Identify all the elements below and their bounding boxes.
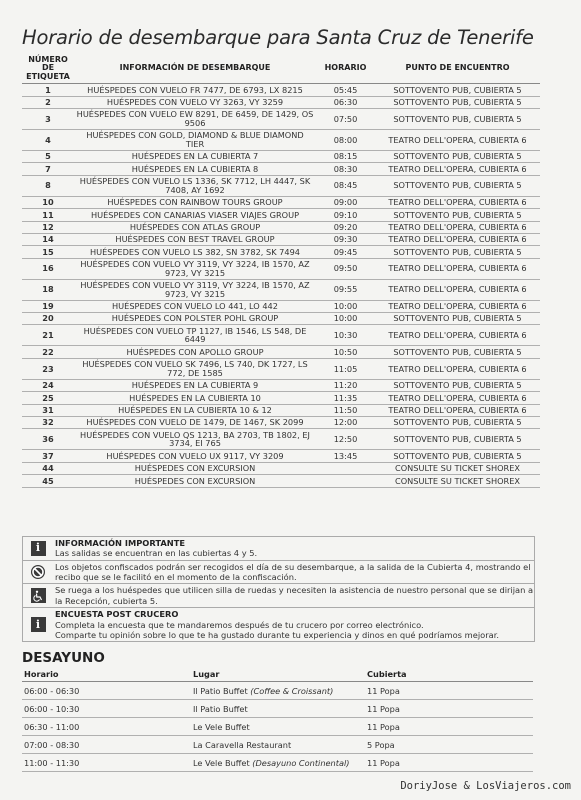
tag-number-cell: 19 bbox=[22, 300, 74, 312]
table-row bbox=[22, 221, 540, 233]
breakfast-place: La Caravella Restaurant bbox=[193, 739, 292, 750]
disembark-info-cell: HUÉSPEDES CON VUELO LO 441, LO 442 bbox=[74, 300, 316, 312]
disembark-info-cell: HUÉSPEDES CON EXCURSION bbox=[74, 462, 316, 474]
table-row bbox=[22, 279, 540, 300]
disembark-info-cell: HUÉSPEDES CON VUELO EW 8291, DE 6459, DE 1429, OS 9506 bbox=[74, 108, 316, 129]
notice-row bbox=[23, 584, 534, 608]
meeting-point-cell: SOTTOVENTO PUB, CUBIERTA 5 bbox=[375, 313, 540, 325]
table-row bbox=[22, 313, 540, 325]
breakfast-row bbox=[22, 736, 533, 754]
time-cell: 05:45 bbox=[316, 84, 375, 96]
table-row bbox=[22, 404, 540, 416]
meeting-point-cell: CONSULTE SU TICKET SHOREX bbox=[375, 462, 540, 474]
tag-number-cell: 37 bbox=[22, 450, 74, 462]
meeting-point-cell: TEATRO DELL'OPERA, CUBIERTA 6 bbox=[375, 196, 540, 208]
tag-number-cell: 12 bbox=[22, 221, 74, 233]
table-row bbox=[22, 462, 540, 474]
time-cell: 10:30 bbox=[316, 325, 375, 346]
notice-text-block bbox=[55, 609, 499, 640]
notice-text: Los objetos confiscados podrán ser recogidos el día de su desembarque, a la salida de la Cubierta 4, mostrando el recibo que se le facilitó en el momento de la confiscación. bbox=[55, 561, 531, 583]
meeting-point-cell: CONSULTE SU TICKET SHOREX bbox=[375, 475, 540, 487]
table-row bbox=[22, 450, 540, 462]
disembark-info-cell: HUÉSPEDES EN LA CUBIERTA 10 bbox=[74, 392, 316, 404]
breakfast-deck-cell: 5 Popa bbox=[365, 736, 533, 754]
time-cell: 10:50 bbox=[316, 346, 375, 358]
disembark-info-cell: HUÉSPEDES CON ATLAS GROUP bbox=[74, 221, 316, 233]
breakfast-time-cell: 06:00 - 06:30 bbox=[22, 682, 191, 700]
meeting-point-cell: TEATRO DELL'OPERA, CUBIERTA 6 bbox=[375, 300, 540, 312]
breakfast-col-time: Horario bbox=[22, 667, 191, 682]
disembark-info-cell: HUÉSPEDES CON CANARIAS VIASER VIAJES GROUP bbox=[74, 209, 316, 221]
tag-number-cell: 45 bbox=[22, 475, 74, 487]
breakfast-title: DESAYUNO bbox=[22, 650, 105, 666]
breakfast-time-cell: 11:00 - 11:30 bbox=[22, 754, 191, 772]
table-row bbox=[22, 96, 540, 108]
table-row bbox=[22, 163, 540, 175]
meeting-point-cell: SOTTOVENTO PUB, CUBIERTA 5 bbox=[375, 175, 540, 196]
breakfast-time-cell: 06:00 - 10:30 bbox=[22, 700, 191, 718]
col-header-meeting-point: PUNTO DE ENCUENTRO bbox=[375, 55, 540, 84]
table-row bbox=[22, 108, 540, 129]
breakfast-deck-cell: 11 Popa bbox=[365, 754, 533, 772]
time-cell: 11:20 bbox=[316, 379, 375, 391]
breakfast-col-place: Lugar bbox=[191, 667, 365, 682]
disembark-info-cell: HUÉSPEDES CON VUELO TP 1127, IB 1546, LS 548, DE 6449 bbox=[74, 325, 316, 346]
notices-box bbox=[22, 536, 535, 642]
time-cell: 07:50 bbox=[316, 108, 375, 129]
meeting-point-cell: TEATRO DELL'OPERA, CUBIERTA 6 bbox=[375, 233, 540, 245]
table-row bbox=[22, 209, 540, 221]
time-cell: 13:45 bbox=[316, 450, 375, 462]
notice-text: Se ruega a los huéspedes que utilicen silla de ruedas y necesiten la asistencia de nuestro personal que se dirijan a la Recepción, cubierta 5. bbox=[55, 585, 534, 606]
breakfast-deck-cell: 11 Popa bbox=[365, 718, 533, 736]
breakfast-deck-cell: 11 Popa bbox=[365, 682, 533, 700]
disembark-info-cell: HUÉSPEDES CON VUELO SK 7496, LS 740, DK 1727, LS 772, DE 1585 bbox=[74, 358, 316, 379]
notice-text-block bbox=[55, 585, 534, 606]
breakfast-place: Il Patio Buffet bbox=[193, 703, 248, 714]
table-row bbox=[22, 258, 540, 279]
breakfast-place: Il Patio Buffet bbox=[193, 685, 248, 696]
notice-text: Comparte tu opinión sobre lo que te ha gustado durante tu experiencia y dinos en qué podríamos mejorar. bbox=[55, 629, 499, 640]
time-cell: 10:00 bbox=[316, 313, 375, 325]
table-row bbox=[22, 233, 540, 245]
page-title: Horario de desembarque para Santa Cruz de Tenerife bbox=[22, 26, 534, 49]
disembark-info-cell: HUÉSPEDES EN LA CUBIERTA 10 & 12 bbox=[74, 404, 316, 416]
time-cell: 09:00 bbox=[316, 196, 375, 208]
disembark-info-cell: HUÉSPEDES CON BEST TRAVEL GROUP bbox=[74, 233, 316, 245]
table-row bbox=[22, 325, 540, 346]
breakfast-place: Le Vele Buffet bbox=[193, 721, 250, 732]
meeting-point-cell: SOTTOVENTO PUB, CUBIERTA 5 bbox=[375, 108, 540, 129]
time-cell: 11:35 bbox=[316, 392, 375, 404]
info-icon: i bbox=[27, 616, 49, 634]
meeting-point-cell: TEATRO DELL'OPERA, CUBIERTA 6 bbox=[375, 129, 540, 150]
tag-number-cell: 11 bbox=[22, 209, 74, 221]
tag-number-cell: 24 bbox=[22, 379, 74, 391]
meeting-point-cell: SOTTOVENTO PUB, CUBIERTA 5 bbox=[375, 417, 540, 429]
disembark-info-cell: HUÉSPEDES CON VUELO UX 9117, VY 3209 bbox=[74, 450, 316, 462]
table-row bbox=[22, 175, 540, 196]
tag-number-cell: 31 bbox=[22, 404, 74, 416]
time-cell: 08:30 bbox=[316, 163, 375, 175]
disembarkation-table-body bbox=[22, 84, 540, 487]
table-row bbox=[22, 150, 540, 162]
tag-number-cell: 36 bbox=[22, 429, 74, 450]
col-header-tag-number: NÚMERO DE ETIQUETA bbox=[22, 55, 74, 84]
tag-number-cell: 3 bbox=[22, 108, 74, 129]
notice-text: Las salidas se encuentran en las cubiertas 4 y 5. bbox=[55, 548, 258, 559]
time-cell: 12:00 bbox=[316, 417, 375, 429]
disembark-info-cell: HUÉSPEDES CON VUELO VY 3263, VY 3259 bbox=[74, 96, 316, 108]
notice-heading: INFORMACIÓN IMPORTANTE bbox=[55, 538, 186, 548]
tag-number-cell: 1 bbox=[22, 84, 74, 96]
breakfast-deck-cell: 11 Popa bbox=[365, 700, 533, 718]
meeting-point-cell: SOTTOVENTO PUB, CUBIERTA 5 bbox=[375, 346, 540, 358]
meeting-point-cell: SOTTOVENTO PUB, CUBIERTA 5 bbox=[375, 84, 540, 96]
disembark-info-cell: HUÉSPEDES CON VUELO FR 7477, DE 6793, LX 8215 bbox=[74, 84, 316, 96]
breakfast-place-cell bbox=[191, 736, 365, 754]
breakfast-place-cell bbox=[191, 718, 365, 736]
meeting-point-cell: TEATRO DELL'OPERA, CUBIERTA 6 bbox=[375, 279, 540, 300]
breakfast-table-body bbox=[22, 682, 533, 772]
breakfast-row bbox=[22, 700, 533, 718]
time-cell: 12:50 bbox=[316, 429, 375, 450]
breakfast-header-row bbox=[22, 667, 533, 682]
meeting-point-cell: SOTTOVENTO PUB, CUBIERTA 5 bbox=[375, 209, 540, 221]
meeting-point-cell: TEATRO DELL'OPERA, CUBIERTA 6 bbox=[375, 358, 540, 379]
time-cell: 09:20 bbox=[316, 221, 375, 233]
tag-number-cell: 25 bbox=[22, 392, 74, 404]
meeting-point-cell: TEATRO DELL'OPERA, CUBIERTA 6 bbox=[375, 163, 540, 175]
breakfast-note: (Desayuno Continental) bbox=[252, 757, 350, 768]
notice-text-block bbox=[55, 562, 534, 583]
disembark-info-cell: HUÉSPEDES CON APOLLO GROUP bbox=[74, 346, 316, 358]
time-cell: 09:45 bbox=[316, 246, 375, 258]
tag-number-cell: 5 bbox=[22, 150, 74, 162]
time-cell: 09:50 bbox=[316, 258, 375, 279]
breakfast-place-cell bbox=[191, 754, 365, 772]
table-row bbox=[22, 429, 540, 450]
prohibited-icon bbox=[27, 563, 49, 581]
time-cell: 06:30 bbox=[316, 96, 375, 108]
breakfast-row bbox=[22, 682, 533, 700]
meeting-point-cell: SOTTOVENTO PUB, CUBIERTA 5 bbox=[375, 96, 540, 108]
disembark-info-cell: HUÉSPEDES CON VUELO VY 3119, VY 3224, IB 1570, AZ 9723, VY 3215 bbox=[74, 279, 316, 300]
meeting-point-cell: SOTTOVENTO PUB, CUBIERTA 5 bbox=[375, 450, 540, 462]
breakfast-time-cell: 07:00 - 08:30 bbox=[22, 736, 191, 754]
meeting-point-cell: SOTTOVENTO PUB, CUBIERTA 5 bbox=[375, 150, 540, 162]
tag-number-cell: 2 bbox=[22, 96, 74, 108]
meeting-point-cell: TEATRO DELL'OPERA, CUBIERTA 6 bbox=[375, 258, 540, 279]
disembark-info-cell: HUÉSPEDES CON VUELO DE 1479, DE 1467, SK 2099 bbox=[74, 417, 316, 429]
col-header-time: HORARIO bbox=[316, 55, 375, 84]
meeting-point-cell: SOTTOVENTO PUB, CUBIERTA 5 bbox=[375, 246, 540, 258]
table-row bbox=[22, 379, 540, 391]
tag-number-cell: 15 bbox=[22, 246, 74, 258]
meeting-point-cell: SOTTOVENTO PUB, CUBIERTA 5 bbox=[375, 379, 540, 391]
breakfast-place-cell bbox=[191, 682, 365, 700]
time-cell: 11:05 bbox=[316, 358, 375, 379]
meeting-point-cell: TEATRO DELL'OPERA, CUBIERTA 6 bbox=[375, 404, 540, 416]
disembark-info-cell: HUÉSPEDES EN LA CUBIERTA 9 bbox=[74, 379, 316, 391]
time-cell: 09:30 bbox=[316, 233, 375, 245]
meeting-point-cell: TEATRO DELL'OPERA, CUBIERTA 6 bbox=[375, 325, 540, 346]
time-cell: 10:00 bbox=[316, 300, 375, 312]
tag-number-cell: 23 bbox=[22, 358, 74, 379]
time-cell bbox=[316, 475, 375, 487]
table-row bbox=[22, 417, 540, 429]
meeting-point-cell: TEATRO DELL'OPERA, CUBIERTA 6 bbox=[375, 392, 540, 404]
table-row bbox=[22, 196, 540, 208]
time-cell: 08:00 bbox=[316, 129, 375, 150]
breakfast-note: (Coffee & Croissant) bbox=[250, 685, 334, 696]
watermark: DoriyJose & LosViajeros.com bbox=[400, 780, 571, 792]
time-cell: 09:10 bbox=[316, 209, 375, 221]
tag-number-cell: 20 bbox=[22, 313, 74, 325]
notice-row bbox=[23, 537, 534, 561]
tag-number-cell: 22 bbox=[22, 346, 74, 358]
meeting-point-cell: SOTTOVENTO PUB, CUBIERTA 5 bbox=[375, 429, 540, 450]
disembark-info-cell: HUÉSPEDES CON RAINBOW TOURS GROUP bbox=[74, 196, 316, 208]
tag-number-cell: 7 bbox=[22, 163, 74, 175]
disembark-info-cell: HUÉSPEDES CON VUELO LS 1336, SK 7712, LH 4447, SK 7408, AY 1692 bbox=[74, 175, 316, 196]
tag-number-cell: 10 bbox=[22, 196, 74, 208]
disembark-info-cell: HUÉSPEDES CON POLSTER POHL GROUP bbox=[74, 313, 316, 325]
disembark-info-cell: HUÉSPEDES CON VUELO QS 1213, BA 2703, TB 1802, EJ 3734, EI 765 bbox=[74, 429, 316, 450]
breakfast-time-cell: 06:30 - 11:00 bbox=[22, 718, 191, 736]
tag-number-cell: 21 bbox=[22, 325, 74, 346]
breakfast-row bbox=[22, 718, 533, 736]
table-header-row bbox=[22, 55, 540, 84]
notice-text: Completa la encuesta que te mandaremos después de tu crucero por correo electrónico. bbox=[55, 619, 424, 630]
breakfast-row bbox=[22, 754, 533, 772]
breakfast-col-deck: Cubierta bbox=[365, 667, 533, 682]
table-row bbox=[22, 129, 540, 150]
time-cell: 09:55 bbox=[316, 279, 375, 300]
notice-heading: ENCUESTA POST CRUCERO bbox=[55, 609, 179, 620]
time-cell bbox=[316, 462, 375, 474]
table-row bbox=[22, 300, 540, 312]
notice-row bbox=[23, 608, 534, 641]
wheelchair-icon bbox=[27, 587, 49, 605]
table-row bbox=[22, 346, 540, 358]
disembark-info-cell: HUÉSPEDES CON VUELO LS 382, SN 3782, SK 7494 bbox=[74, 246, 316, 258]
disembark-info-cell: HUÉSPEDES CON GOLD, DIAMOND & BLUE DIAMOND TIER bbox=[74, 129, 316, 150]
info-icon: i bbox=[27, 539, 49, 557]
tag-number-cell: 4 bbox=[22, 129, 74, 150]
disembark-info-cell: HUÉSPEDES EN LA CUBIERTA 7 bbox=[74, 150, 316, 162]
time-cell: 08:45 bbox=[316, 175, 375, 196]
breakfast-place: Le Vele Buffet bbox=[193, 757, 250, 768]
tag-number-cell: 32 bbox=[22, 417, 74, 429]
notice-row bbox=[23, 561, 534, 585]
table-row bbox=[22, 358, 540, 379]
col-header-info: INFORMACIÓN DE DESEMBARQUE bbox=[74, 55, 316, 84]
disembark-info-cell: HUÉSPEDES EN LA CUBIERTA 8 bbox=[74, 163, 316, 175]
meeting-point-cell: TEATRO DELL'OPERA, CUBIERTA 6 bbox=[375, 221, 540, 233]
disembark-info-cell: HUÉSPEDES CON VUELO VY 3119, VY 3224, IB 1570, AZ 9723, VY 3215 bbox=[74, 258, 316, 279]
table-row bbox=[22, 246, 540, 258]
tag-number-cell: 18 bbox=[22, 279, 74, 300]
tag-number-cell: 14 bbox=[22, 233, 74, 245]
disembark-info-cell: HUÉSPEDES CON EXCURSION bbox=[74, 475, 316, 487]
disembarkation-table bbox=[22, 55, 540, 488]
tag-number-cell: 16 bbox=[22, 258, 74, 279]
time-cell: 08:15 bbox=[316, 150, 375, 162]
table-row bbox=[22, 84, 540, 96]
breakfast-table bbox=[22, 667, 533, 772]
tag-number-cell: 44 bbox=[22, 462, 74, 474]
tag-number-cell: 8 bbox=[22, 175, 74, 196]
breakfast-place-cell bbox=[191, 700, 365, 718]
table-row bbox=[22, 392, 540, 404]
table-row bbox=[22, 475, 540, 487]
time-cell: 11:50 bbox=[316, 404, 375, 416]
notice-text-block bbox=[55, 538, 257, 559]
